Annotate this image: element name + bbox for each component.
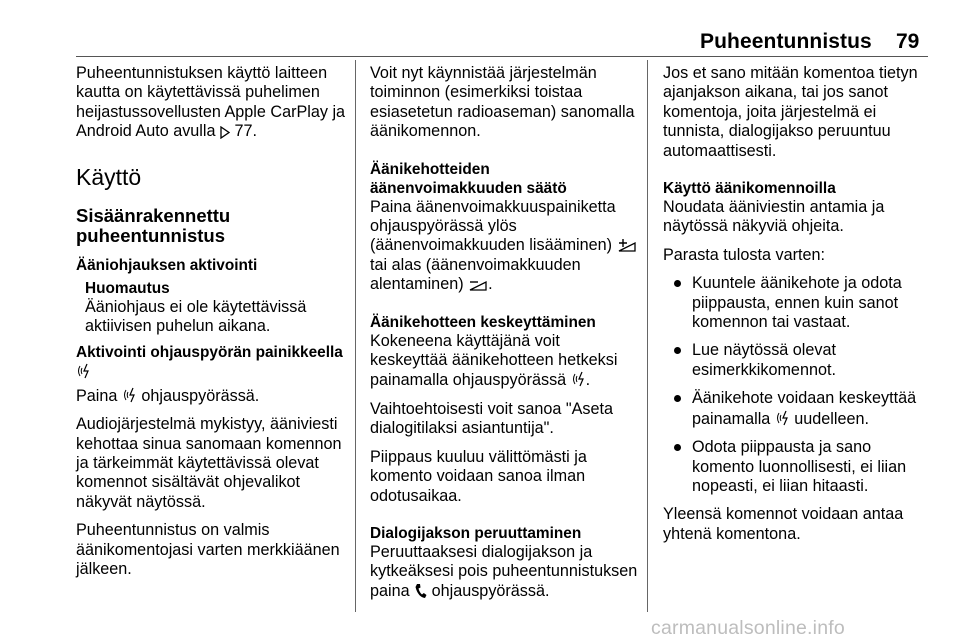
topic-heading-cancel: Dialogijakson peruuttaminen: [370, 524, 582, 542]
voice-control-icon: [775, 409, 790, 427]
cancel-paragraph: Peruuttaaksesi dialogijakson ja kytkeäksesi pois puheentunnistuksen paina ohjauspyörässä.: [370, 542, 638, 600]
paragraph: Vaihtoehtoisesti voit sanoa "Aseta dialogitilaksi asiantuntija".: [370, 399, 614, 438]
voice-control-icon: [571, 370, 586, 388]
paragraph: Voit nyt käynnistää järjestelmän toiminnon (esimerkiksi toistaa esiasetetun radioaseman) sanomalla äänikomennon.: [370, 64, 635, 141]
triangle-ref-icon: [220, 126, 230, 139]
list-item: Lue näytössä olevat esimerkkikomennot.: [663, 341, 931, 380]
paragraph: Jos et sano mitään komentoa tietyn ajanjakson aikana, tai jos sanot komentoja, joita järjestelmä ei tunnista, dialogijakso peruuntuu automaattisesti.: [663, 64, 918, 160]
paragraph: Puheentunnistus on valmis äänikomentojasi varten merkkiäänen jälkeen.: [76, 521, 340, 579]
section-heading: Käyttö: [76, 163, 142, 190]
paragraph: Noudata ääniviestin antamia ja näytössä näkyviä ohjeita.: [663, 198, 885, 236]
topic-heading-activation: Ääniohjauksen aktivointi: [76, 256, 258, 274]
topic-heading-voice-commands: Käyttö äänikomennoilla: [663, 180, 836, 198]
column-1: [76, 64, 346, 589]
column-divider-1: [355, 60, 356, 612]
paragraph: Audiojärjestelmä mykistyy, ääniviesti kehottaa sinua sanomaan komennon ja tärkeimmät käytettävissä olevat komennot sisältävät ohjevalikot näkyvät näytössä.: [76, 415, 342, 511]
intro-paragraph: Puheentunnistuksen käyttö laitteen kautta on käytettävissä puhelimen heijastussovellusten Apple CarPlay ja Android Auto avulla 77.: [76, 64, 346, 141]
page-title: Puheentunnistus: [700, 30, 872, 53]
volume-paragraph: Paina äänenvoimakkuuspainiketta ohjauspyörässä ylös (äänenvoimakkuuden lisääminen) tai alas (äänenvoimakkuuden alentaminen) .: [370, 198, 638, 295]
topic-heading-volume: Äänikehotteiden äänenvoimakkuuden säätö: [370, 160, 567, 197]
page-reference[interactable]: 77.: [234, 122, 258, 141]
header-rule: [76, 56, 928, 57]
page-header: [0, 0, 960, 56]
watermark: carmanualsonline.info: [651, 617, 845, 639]
paragraph: Yleensä komennot voidaan antaa yhtenä komentona.: [663, 505, 904, 543]
volume-up-icon: [617, 237, 637, 253]
list-item: Odota piippausta ja sano komento luonnollisesti, ei liian nopeasti, ei liian hitaasti.: [663, 438, 931, 496]
list-item: Äänikehote voidaan keskeyttää painamalla uudelleen.: [663, 389, 931, 429]
note-title: Huomautus: [85, 279, 170, 297]
note-text: Ääniohjaus ei ole käytettävissä aktiivisen puhelun aikana.: [85, 298, 307, 336]
interrupt-paragraph: Kokeneena käyttäjänä voit keskeyttää äänikehotteen hetkeksi painamalla ohjauspyörässä .: [370, 331, 618, 390]
voice-control-icon: [122, 386, 137, 404]
page-number: 79: [896, 30, 920, 53]
paragraph: Piippaus kuuluu välittömästi ja komento voidaan sanoa ilman odotusaikaa.: [370, 447, 587, 505]
paragraph: Parasta tulosta varten:: [663, 245, 825, 264]
volume-down-icon: [468, 276, 488, 292]
voice-control-icon: [76, 362, 91, 380]
column-2: [370, 64, 638, 610]
press-voice-paragraph: Paina ohjauspyörässä.: [76, 386, 260, 405]
note-box: [76, 279, 346, 337]
tips-list: [663, 274, 931, 496]
phone-icon: [414, 583, 427, 599]
topic-heading-steering-button: Aktivointi ohjauspyörän painikkeella: [76, 343, 346, 382]
list-item: Kuuntele äänikehote ja odota piippausta, ennen kuin sanot komennon tai vastaat.: [663, 274, 931, 332]
subsection-heading: Sisäänrakennettu puheentunnistus: [76, 204, 231, 246]
column-divider-2: [647, 60, 648, 612]
column-3: [663, 64, 931, 553]
topic-heading-interrupt: Äänikehotteen keskeyttäminen: [370, 313, 596, 331]
